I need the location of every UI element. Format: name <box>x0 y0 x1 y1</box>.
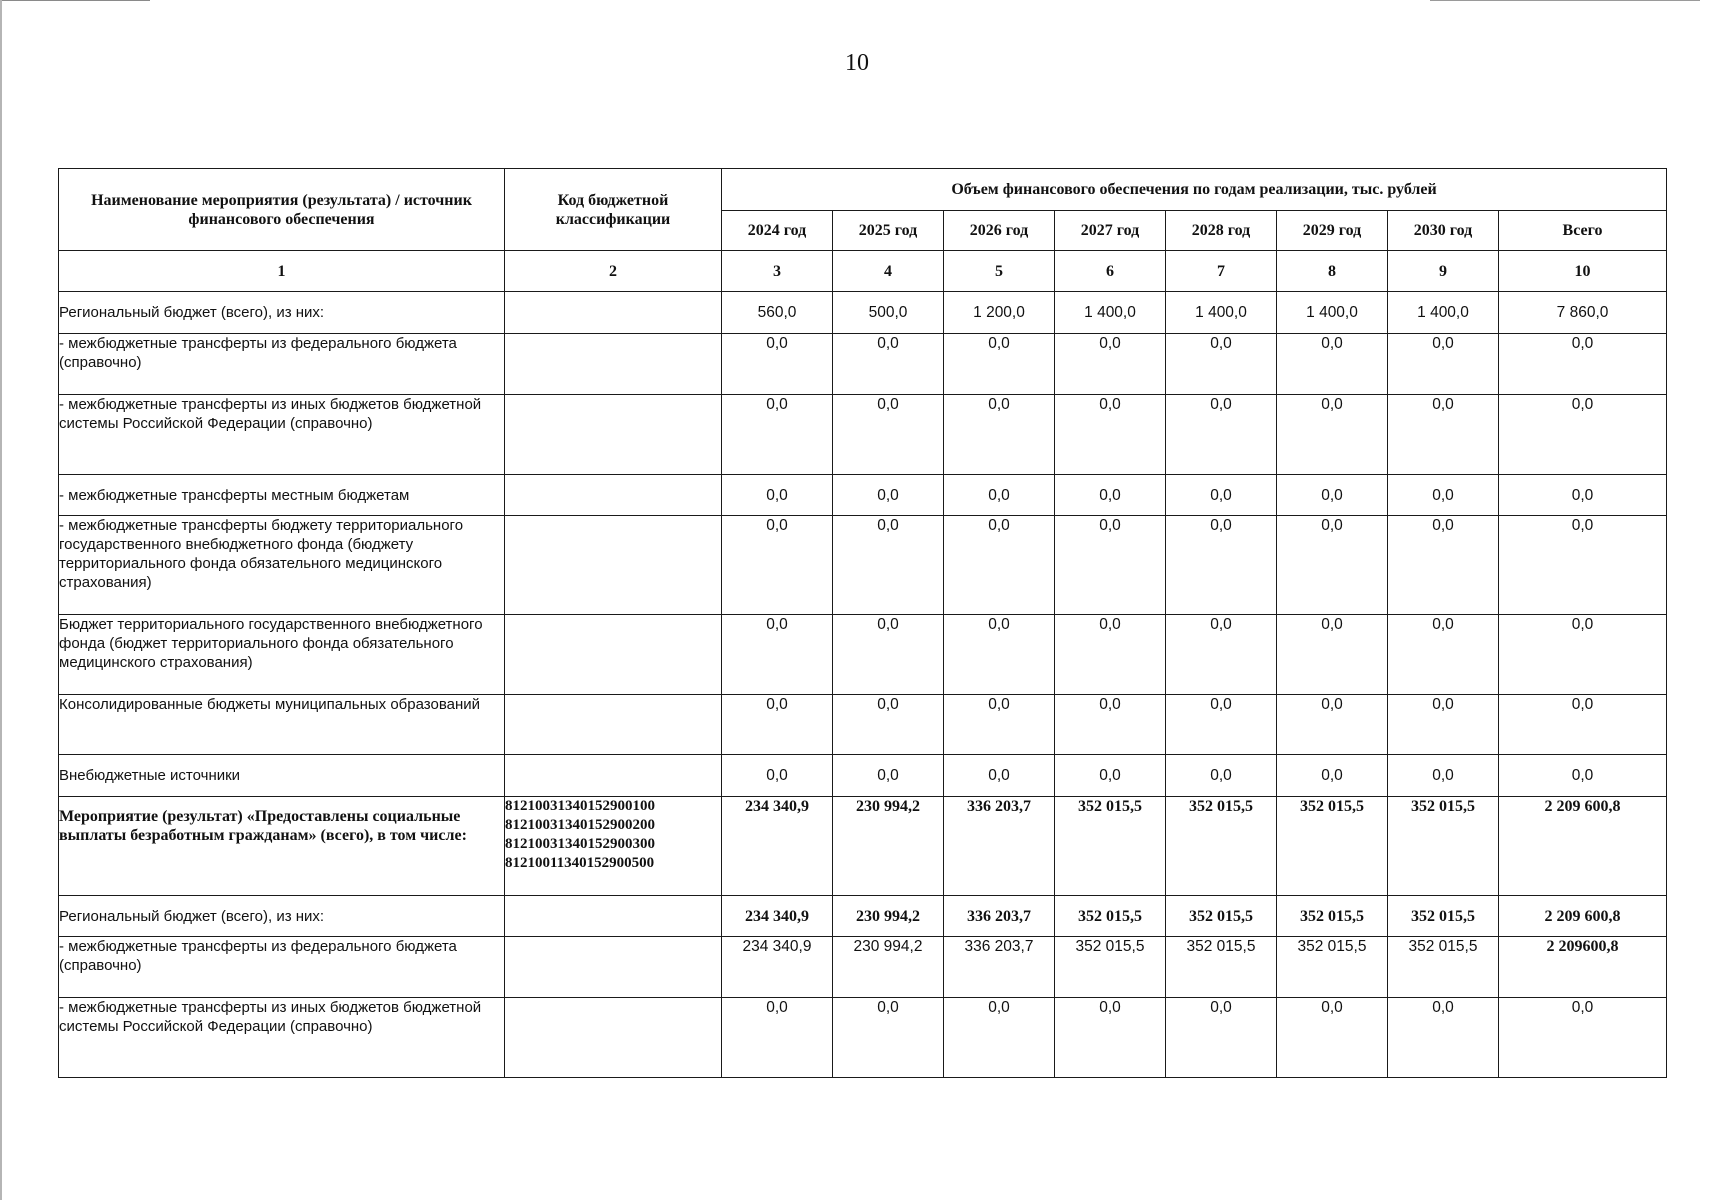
column-index: 7 <box>1166 251 1277 292</box>
value-cell: 0,0 <box>1166 334 1277 395</box>
value-cell: 352 015,5 <box>1277 937 1388 998</box>
row-name: Региональный бюджет (всего), из них: <box>59 292 505 334</box>
header-year: 2025 год <box>833 211 944 251</box>
value-cell: 336 203,7 <box>944 937 1055 998</box>
row-code <box>505 615 722 695</box>
header-year: 2026 год <box>944 211 1055 251</box>
header-year: 2024 год <box>722 211 833 251</box>
row-name: - межбюджетные трансферты из иных бюджетов бюджетной системы Российской Федерации (справочно) <box>59 998 505 1078</box>
row-name: - межбюджетные трансферты местным бюджетам <box>59 475 505 516</box>
column-index: 6 <box>1055 251 1166 292</box>
value-cell: 0,0 <box>722 475 833 516</box>
value-cell: 0,0 <box>1166 516 1277 615</box>
scan-edge-top-right <box>1430 0 1700 1</box>
value-cell: 0,0 <box>1277 998 1388 1078</box>
total-cell: 2 209600,8 <box>1499 937 1667 998</box>
value-cell: 352 015,5 <box>1388 797 1499 896</box>
column-index: 5 <box>944 251 1055 292</box>
value-cell: 0,0 <box>1166 475 1277 516</box>
value-cell: 0,0 <box>1166 395 1277 475</box>
value-cell: 230 994,2 <box>833 937 944 998</box>
value-cell: 0,0 <box>944 516 1055 615</box>
value-cell: 336 203,7 <box>944 896 1055 937</box>
row-code <box>505 755 722 797</box>
value-cell: 0,0 <box>1388 475 1499 516</box>
value-cell: 0,0 <box>1166 755 1277 797</box>
value-cell: 0,0 <box>833 395 944 475</box>
value-cell: 0,0 <box>1277 475 1388 516</box>
value-cell: 0,0 <box>833 615 944 695</box>
value-cell: 0,0 <box>944 615 1055 695</box>
value-cell: 0,0 <box>1055 395 1166 475</box>
total-cell: 0,0 <box>1499 615 1667 695</box>
column-index: 3 <box>722 251 833 292</box>
total-cell: 0,0 <box>1499 695 1667 755</box>
header-total: Всего <box>1499 211 1667 251</box>
column-index: 4 <box>833 251 944 292</box>
header-row-top <box>59 169 1667 211</box>
value-cell: 230 994,2 <box>833 797 944 896</box>
value-cell: 336 203,7 <box>944 797 1055 896</box>
table-row <box>59 292 1667 334</box>
row-code <box>505 695 722 755</box>
table-row <box>59 797 1667 896</box>
value-cell: 352 015,5 <box>1166 797 1277 896</box>
row-name: Мероприятие (результат) «Предоставлены социальные выплаты безработным гражданам» (всего), в том числе: <box>59 797 505 896</box>
value-cell: 0,0 <box>944 334 1055 395</box>
value-cell: 0,0 <box>1388 395 1499 475</box>
scan-edge-left <box>0 0 2 1200</box>
row-code <box>505 292 722 334</box>
table-row <box>59 695 1667 755</box>
header-year: 2027 год <box>1055 211 1166 251</box>
value-cell: 0,0 <box>944 755 1055 797</box>
value-cell: 0,0 <box>1277 615 1388 695</box>
value-cell: 352 015,5 <box>1388 896 1499 937</box>
value-cell: 0,0 <box>1166 998 1277 1078</box>
value-cell: 0,0 <box>1055 334 1166 395</box>
value-cell: 352 015,5 <box>1166 896 1277 937</box>
table-row <box>59 998 1667 1078</box>
value-cell: 1 400,0 <box>1166 292 1277 334</box>
table-row <box>59 334 1667 395</box>
row-name: - межбюджетные трансферты из федерального бюджета (справочно) <box>59 334 505 395</box>
page-number: 10 <box>845 50 869 76</box>
value-cell: 0,0 <box>1166 615 1277 695</box>
value-cell: 0,0 <box>944 475 1055 516</box>
value-cell: 0,0 <box>1277 334 1388 395</box>
header-year: 2030 год <box>1388 211 1499 251</box>
value-cell: 0,0 <box>1388 998 1499 1078</box>
value-cell: 234 340,9 <box>722 797 833 896</box>
table-row <box>59 395 1667 475</box>
row-name: Консолидированные бюджеты муниципальных образований <box>59 695 505 755</box>
value-cell: 0,0 <box>833 475 944 516</box>
value-cell: 234 340,9 <box>722 896 833 937</box>
value-cell: 0,0 <box>1055 516 1166 615</box>
row-name: Внебюджетные источники <box>59 755 505 797</box>
value-cell: 0,0 <box>833 334 944 395</box>
column-index: 8 <box>1277 251 1388 292</box>
total-cell: 0,0 <box>1499 475 1667 516</box>
table-row <box>59 755 1667 797</box>
header-year: 2029 год <box>1277 211 1388 251</box>
total-cell: 2 209 600,8 <box>1499 797 1667 896</box>
value-cell: 352 015,5 <box>1055 896 1166 937</box>
value-cell: 0,0 <box>1055 615 1166 695</box>
value-cell: 0,0 <box>722 516 833 615</box>
row-code <box>505 334 722 395</box>
value-cell: 0,0 <box>944 998 1055 1078</box>
value-cell: 0,0 <box>833 998 944 1078</box>
value-cell: 0,0 <box>1388 334 1499 395</box>
table-row <box>59 896 1667 937</box>
value-cell: 0,0 <box>1055 998 1166 1078</box>
header-name-column: Наименование мероприятия (результата) / источник финансового обеспечения <box>59 169 505 251</box>
row-code: 81210031340152900100 81210031340152900200 81210031340152900300 81210011340152900500 <box>505 797 722 896</box>
value-cell: 352 015,5 <box>1277 896 1388 937</box>
column-index-row <box>59 251 1667 292</box>
value-cell: 0,0 <box>833 516 944 615</box>
table-row <box>59 937 1667 998</box>
value-cell: 352 015,5 <box>1166 937 1277 998</box>
value-cell: 0,0 <box>1277 395 1388 475</box>
value-cell: 0,0 <box>1055 695 1166 755</box>
table-row <box>59 516 1667 615</box>
total-cell: 0,0 <box>1499 395 1667 475</box>
value-cell: 0,0 <box>1388 695 1499 755</box>
total-cell: 0,0 <box>1499 334 1667 395</box>
header-volume-group: Объем финансового обеспечения по годам реализации, тыс. рублей <box>722 169 1667 211</box>
value-cell: 352 015,5 <box>1388 937 1499 998</box>
row-name: - межбюджетные трансферты из федерального бюджета (справочно) <box>59 937 505 998</box>
table-row <box>59 615 1667 695</box>
value-cell: 0,0 <box>1277 755 1388 797</box>
column-index: 10 <box>1499 251 1667 292</box>
value-cell: 0,0 <box>944 695 1055 755</box>
total-cell: 0,0 <box>1499 516 1667 615</box>
table-row <box>59 475 1667 516</box>
value-cell: 0,0 <box>833 695 944 755</box>
value-cell: 0,0 <box>833 755 944 797</box>
value-cell: 1 400,0 <box>1388 292 1499 334</box>
value-cell: 0,0 <box>1055 755 1166 797</box>
value-cell: 500,0 <box>833 292 944 334</box>
value-cell: 560,0 <box>722 292 833 334</box>
total-cell: 0,0 <box>1499 755 1667 797</box>
value-cell: 0,0 <box>1055 475 1166 516</box>
total-cell: 7 860,0 <box>1499 292 1667 334</box>
row-code <box>505 998 722 1078</box>
value-cell: 0,0 <box>944 395 1055 475</box>
value-cell: 1 400,0 <box>1277 292 1388 334</box>
total-cell: 2 209 600,8 <box>1499 896 1667 937</box>
row-name: - межбюджетные трансферты бюджету территориального государственного внебюджетного фонда (бюджету территориального фонда обязательного медицинского страхования) <box>59 516 505 615</box>
row-code <box>505 937 722 998</box>
header-year: 2028 год <box>1166 211 1277 251</box>
row-name: - межбюджетные трансферты из иных бюджетов бюджетной системы Российской Федерации (справочно) <box>59 395 505 475</box>
row-name: Региональный бюджет (всего), из них: <box>59 896 505 937</box>
value-cell: 0,0 <box>1388 516 1499 615</box>
value-cell: 0,0 <box>722 334 833 395</box>
value-cell: 0,0 <box>1388 755 1499 797</box>
value-cell: 0,0 <box>1277 695 1388 755</box>
row-code <box>505 896 722 937</box>
row-code <box>505 516 722 615</box>
value-cell: 352 015,5 <box>1277 797 1388 896</box>
value-cell: 0,0 <box>1166 695 1277 755</box>
row-name: Бюджет территориального государственного внебюджетного фонда (бюджет территориального фонда обязательного медицинского страхования) <box>59 615 505 695</box>
value-cell: 352 015,5 <box>1055 937 1166 998</box>
value-cell: 234 340,9 <box>722 937 833 998</box>
value-cell: 352 015,5 <box>1055 797 1166 896</box>
column-index: 1 <box>59 251 505 292</box>
header-code-column: Код бюджетной классификации <box>505 169 722 251</box>
value-cell: 0,0 <box>722 695 833 755</box>
total-cell: 0,0 <box>1499 998 1667 1078</box>
row-code <box>505 475 722 516</box>
value-cell: 0,0 <box>722 998 833 1078</box>
scan-edge-top <box>0 0 150 1</box>
value-cell: 1 400,0 <box>1055 292 1166 334</box>
column-index: 2 <box>505 251 722 292</box>
value-cell: 0,0 <box>722 615 833 695</box>
column-index: 9 <box>1388 251 1499 292</box>
value-cell: 0,0 <box>722 755 833 797</box>
value-cell: 230 994,2 <box>833 896 944 937</box>
value-cell: 1 200,0 <box>944 292 1055 334</box>
row-code <box>505 395 722 475</box>
value-cell: 0,0 <box>722 395 833 475</box>
value-cell: 0,0 <box>1388 615 1499 695</box>
financing-table <box>58 168 1667 1078</box>
value-cell: 0,0 <box>1277 516 1388 615</box>
